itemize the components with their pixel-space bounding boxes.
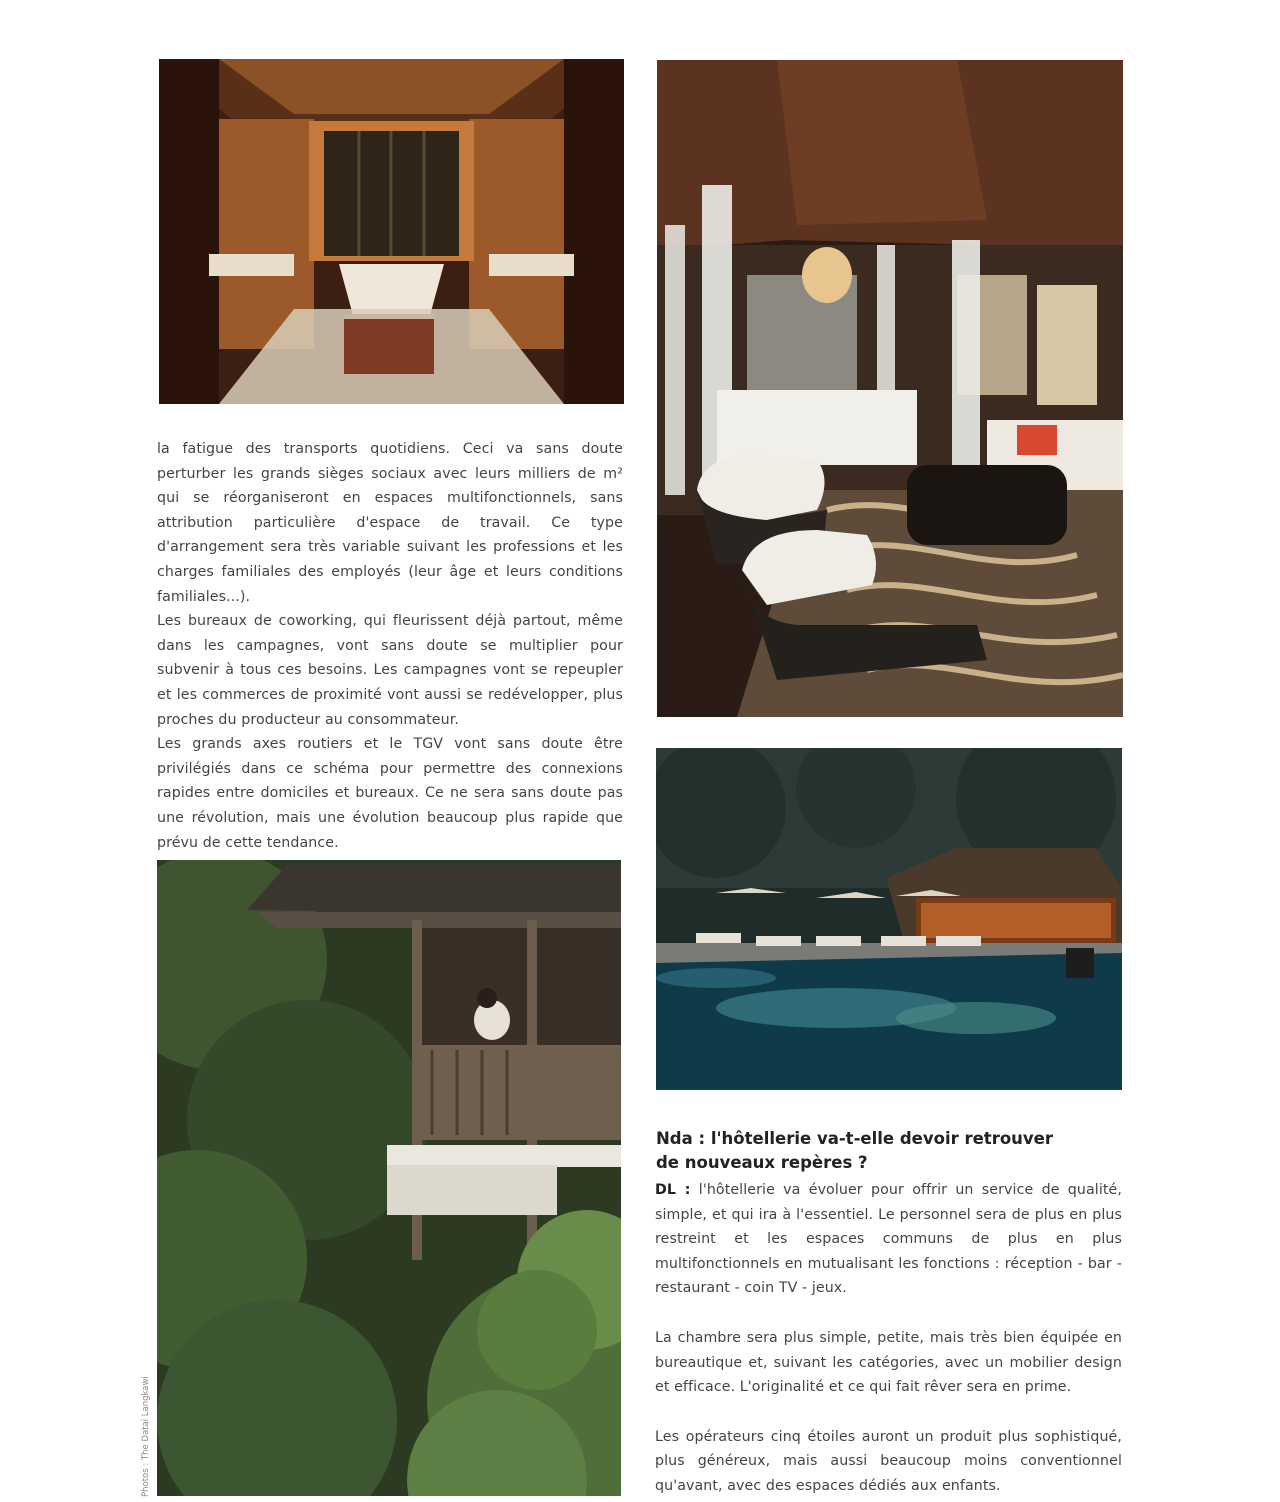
speaker-label: DL : xyxy=(655,1182,691,1198)
answer-paragraph-2: La chambre sera plus simple, petite, mais très bien équipée en bureautique et, suivant les catégories, avec un mobilier design et efficace. L'originalité et ce qui fait rêver sera en prime. xyxy=(655,1329,1122,1396)
right-article-text xyxy=(655,1178,1122,1499)
treehouse-photo xyxy=(157,860,621,1496)
left-paragraph-3: Les grands axes routiers et le TGV vont sans doute être privilégiés dans ce schéma pour permettre des connexions rapides entre domiciles et bureaux. Ce ne sera sans doute pas une révolution, mais une évolution beaucoup plus rapide que prévu de cette tendance. xyxy=(157,736,623,851)
answer-paragraph-1 xyxy=(655,1178,1122,1301)
left-paragraph-2: Les bureaux de coworking, qui fleurissent déjà partout, même dans les campagnes, vont sans doute se multiplier pour subvenir à tous ces besoins. Les campagnes vont se repeupler et les commerces de proximité vont aussi se redévelopper, plus proches du producteur au consommateur. xyxy=(157,613,623,728)
left-paragraph-1: la fatigue des transports quotidiens. Ceci va sans doute perturber les grands sièges sociaux avec leurs milliers de m² qui se réorganiseront en espaces multifonctionnels, sans attribution particulière d'espace de travail. Ce type d'arrangement sera très variable suivant les professions et les charges familiales des employés (leur âge et leurs conditions familiales...). xyxy=(157,441,623,605)
bedroom-photo xyxy=(657,60,1123,717)
bathroom-photo xyxy=(159,59,624,404)
answer-paragraph-3: Les opérateurs cinq étoiles auront un produit plus sophistiqué, plus généreux, mais aussi beaucoup moins conventionnel qu'avant, avec des espaces dédiés aux enfants. xyxy=(655,1428,1122,1494)
interview-question-heading: Nda : l'hôtellerie va-t-elle devoir retrouver de nouveaux repères ? xyxy=(656,1129,1053,1172)
answer-text-1: l'hôtellerie va évoluer pour offrir un service de qualité, simple, et qui ira à l'essentiel. Le personnel sera de plus en plus restreint et les espaces communs de plus en plus multifonctionnels en mutualisant les fonctions : réception - bar - restaurant - coin TV - jeux. xyxy=(655,1182,1122,1297)
photo-credit: Photos : The Datai Langkawi xyxy=(141,1376,151,1497)
left-article-text xyxy=(157,437,623,855)
pool-photo xyxy=(656,748,1122,1090)
